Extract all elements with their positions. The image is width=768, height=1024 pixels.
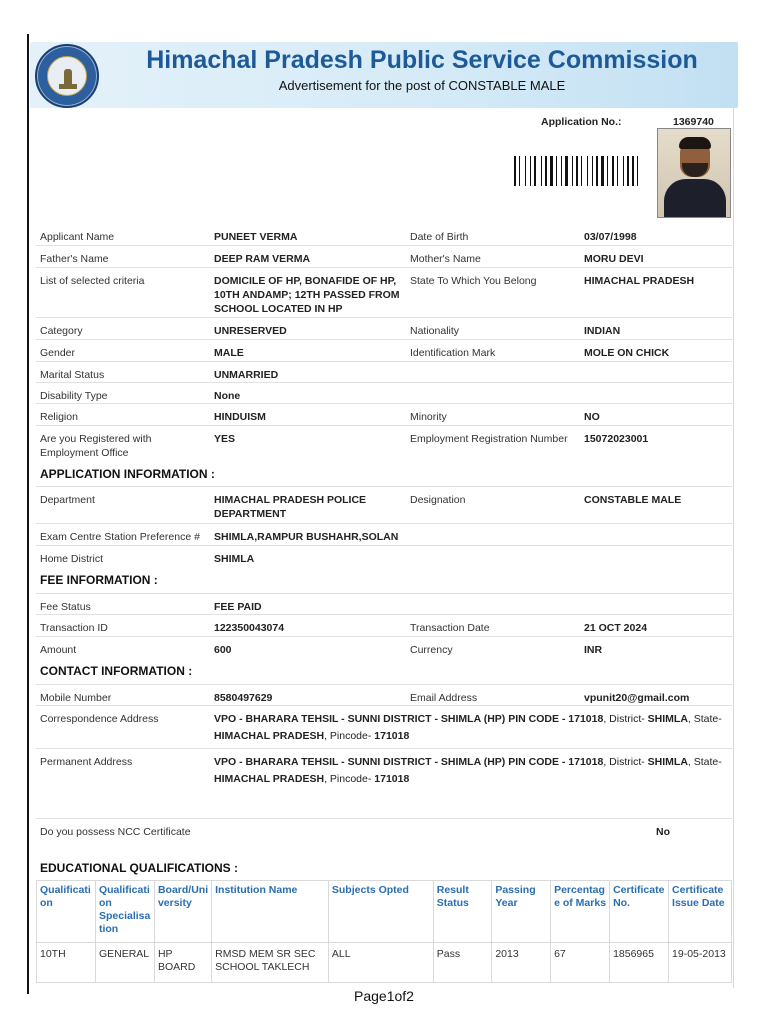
page-subtitle: Advertisement for the post of CONSTABLE MALE [278,78,566,93]
field-label: Fee Status [40,601,91,613]
barcode-image [514,156,652,186]
field-label: Permanent Address [40,756,133,768]
field-label: Category [40,325,83,337]
field-value: SHIMLA,RAMPUR BUSHAHR,SOLAN [214,531,399,543]
column-header: Subjects Opted [328,881,433,943]
field-value: 15072023001 [584,433,649,445]
detail-row [36,486,732,524]
field-value: SHIMLA [214,553,255,565]
field-value: FEE PAID [214,601,262,613]
field-label: Religion [40,411,78,423]
field-value: 03/07/1998 [584,231,637,243]
field-value: HINDUISM [214,411,266,423]
detail-row [36,383,732,404]
page-title: Himachal Pradesh Public Service Commission [146,46,698,74]
table-cell: 1856965 [610,943,669,983]
table-cell: ALL [328,943,433,983]
table-row [37,943,732,983]
field-label: Date of Birth [410,231,469,243]
field-label: Transaction Date [410,622,490,634]
field-value: MOLE ON CHICK [584,347,670,359]
field-value: DOMICILE OF HP, BONAFIDE OF HP, 10TH ANDAMP; 12TH PASSED FROM SCHOOL LOCATED IN HP [214,275,400,315]
column-header: Certificate Issue Date [669,881,732,943]
detail-row [36,546,732,568]
field-value: PUNEET VERMA [214,231,298,243]
field-label: Transaction ID [40,622,108,634]
field-value: INR [584,644,603,656]
detail-row [36,593,732,615]
detail-row [36,404,732,426]
section-heading-fee-info: FEE INFORMATION : [40,573,158,587]
table-cell: 67 [551,943,610,983]
detail-row [36,749,732,819]
application-number-value: 1369740 [673,116,714,128]
field-label: Designation [410,494,466,506]
field-label: Currency [410,644,453,656]
table-cell: HP BOARD [154,943,211,983]
field-label: Nationality [410,325,460,337]
detail-row [36,706,732,749]
field-value: 600 [214,644,232,656]
column-header: Passing Year [492,881,551,943]
detail-row [36,684,732,706]
detail-row [36,268,732,318]
table-cell: RMSD MEM SR SEC SCHOOL TAKLECH [212,943,329,983]
correspondence-address-value: VPO - BHARARA TEHSIL - SUNNI DISTRICT - SHIMLA (HP) PIN CODE - 171018, District- SHIMLA, State-HIMACHAL PRADESH, Pincode- 171018 [214,713,722,742]
field-value: UNMARRIED [214,369,279,381]
table-cell: 19-05-2013 [669,943,732,983]
field-label: List of selected criteria [40,275,145,287]
section-heading-application-info: APPLICATION INFORMATION : [40,467,215,481]
detail-row [36,362,732,383]
table-header-row [37,881,732,943]
field-label: Correspondence Address [40,713,159,725]
application-number-label: Application No.: [541,116,622,128]
detail-row [36,340,732,362]
field-value: MORU DEVI [584,253,644,265]
email-value: vpunit20@gmail.com [584,692,690,704]
field-value: DEEP RAM VERMA [214,253,311,265]
table-cell: GENERAL [95,943,154,983]
table-cell: 2013 [492,943,551,983]
column-header: Certificate No. [610,881,669,943]
field-label: Mobile Number [40,692,112,704]
detail-row [36,318,732,340]
field-label: Department [40,494,95,506]
field-label: Identification Mark [410,347,496,359]
column-header: Percentag e of Marks [551,881,610,943]
column-header: Result Status [433,881,492,943]
detail-row [36,224,732,246]
mobile-number-value: 8580497629 [214,692,273,704]
column-header: Institution Name [212,881,329,943]
field-label: Gender [40,347,76,359]
column-header: Qualificati on Specialisa tion [95,881,154,943]
field-value: UNRESERVED [214,325,287,337]
detail-row [36,819,732,843]
page-number: Page1of2 [354,988,414,1004]
right-border-rule [733,48,734,988]
detail-row [36,246,732,268]
commission-seal-logo [35,44,99,108]
field-label: Mother's Name [410,253,481,265]
detail-row [36,637,732,659]
field-value: INDIAN [584,325,621,337]
field-value: None [214,390,241,402]
column-header: Board/Uni versity [154,881,211,943]
column-header: Qualificati on [37,881,96,943]
field-value: HIMACHAL PRADESH [584,275,695,287]
field-label: Employment Registration Number [410,433,568,445]
field-label: Are you Registered with Employment Office [40,433,152,459]
table-cell: Pass [433,943,492,983]
field-value: 122350043074 [214,622,285,634]
permanent-address-value: VPO - BHARARA TEHSIL - SUNNI DISTRICT - SHIMLA (HP) PIN CODE - 171018, District- SHIMLA, State-HIMACHAL PRADESH, Pincode- 171018 [214,756,722,785]
field-label: Father's Name [40,253,109,265]
field-label: Amount [40,644,77,656]
left-border-rule [27,34,29,994]
field-value: 21 OCT 2024 [584,622,648,634]
field-value: HIMACHAL PRADESH POLICE DEPARTMENT [214,494,367,520]
section-heading-contact-info: CONTACT INFORMATION : [40,664,193,678]
field-label: Marital Status [40,369,105,381]
field-label: Applicant Name [40,231,115,243]
field-value: YES [214,433,236,445]
detail-row [36,524,732,546]
table-cell: 10TH [37,943,96,983]
field-label: Home District [40,553,104,565]
field-label: Exam Centre Station Preference # [40,531,200,543]
field-value: NO [584,411,600,423]
field-label: Disability Type [40,390,108,402]
field-label: Minority [410,411,447,423]
detail-row [36,615,732,637]
section-heading-education: EDUCATIONAL QUALIFICATIONS : [40,861,238,875]
ncc-certificate-value: No [656,826,670,838]
field-value: MALE [214,347,244,359]
field-label: State To Which You Belong [410,275,537,287]
field-label: Email Address [410,692,478,704]
applicant-photo [657,128,731,218]
detail-row [36,426,732,462]
field-label: Do you possess NCC Certificate [40,826,191,838]
education-table [36,880,732,983]
field-value: CONSTABLE MALE [584,494,682,506]
